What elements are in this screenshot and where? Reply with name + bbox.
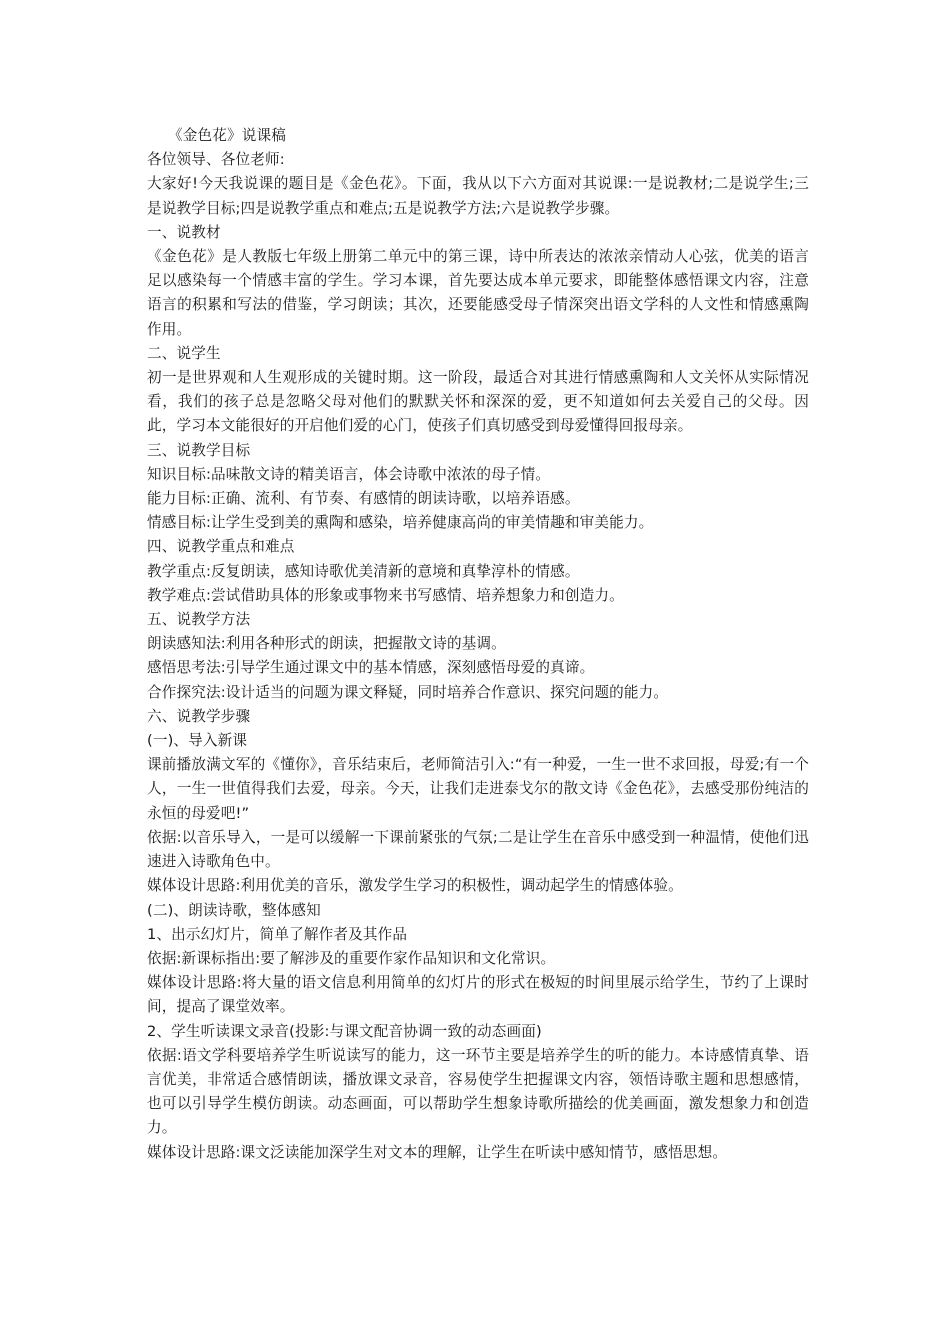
section-heading: 一、说教材 xyxy=(147,223,221,241)
section-heading: 二、说学生 xyxy=(147,344,221,362)
document-title: 《金色花》说课稿 xyxy=(168,127,286,144)
paragraph: 教学难点:尝试借助具体的形象或事物来书写感情、培养想象力和创造力。 xyxy=(147,586,624,604)
paragraph: 课前播放满文军的《懂你》，音乐结束后，老师简洁引入:“有一种爱，一生一世不求回报，母爱;有一个人，一生一世值得我们去爱，母亲。今天，让我们走进泰戈尔的散文诗《金色花》，去感受那份纯洁的永恒的母爱吧!” xyxy=(147,756,809,822)
paragraph-greeting: 各位领导、各位老师: xyxy=(147,151,285,169)
paragraph: 《金色花》是人教版七年级上册第二单元中的第三课，诗中所表达的浓浓亲情动人心弦，优美的语言足以感染每一个情感丰富的学生。学习本课，首先要达成本单元要求，即能整体感悟课文内容，注意语言的积累和写法的借鉴，学习朗读；其次，还要能感受母子情深突出语文学科的人文性和情感熏陶作用。 xyxy=(147,248,809,338)
document-body xyxy=(147,124,809,1165)
paragraph: 依据:新课标指出:要了解涉及的重要作家作品知识和文化常识。 xyxy=(147,949,556,967)
paragraph: 教学重点:反复朗读，感知诗歌优美清新的意境和真挚淳朴的情感。 xyxy=(147,562,580,580)
paragraph: 媒体设计思路:课文泛读能加深学生对文本的理解，让学生在听读中感知情节，感悟思想。 xyxy=(147,1143,728,1161)
paragraph: 合作探究法:设计适当的问题为课文释疑，同时培养合作意识、探究问题的能力。 xyxy=(147,683,669,701)
section-heading: 三、说教学目标 xyxy=(147,441,251,459)
paragraph-intro: 大家好!今天我说课的题目是《金色花》。下面，我从以下六方面对其说课:一是说教材;二是说学生;三是说教学目标;四是说教学重点和难点;五是说教学方法;六是说教学步骤。 xyxy=(147,175,809,217)
paragraph: 2、学生听读课文录音(投影:与课文配音协调一致的动态画面) xyxy=(147,1022,542,1040)
paragraph: 1、出示幻灯片，简单了解作者及其作品 xyxy=(147,925,408,943)
paragraph: 知识目标:品味散文诗的精美语言，体会诗歌中浓浓的母子情。 xyxy=(147,465,551,483)
subsection-heading: (一)、导入新课 xyxy=(147,732,248,750)
paragraph: 初一是世界观和人生观形成的关键时期。这一阶段，最适合对其进行情感熏陶和人文关怀从实际情况看，我们的孩子总是忽略父母对他们的默默关怀和深深的爱，更不知道如何去关爱自己的父母。因此，学习本文能很好的开启他们爱的心门，使孩子们真切感受到母爱懂得回报母亲。 xyxy=(147,369,809,435)
section-heading: 四、说教学重点和难点 xyxy=(147,538,295,556)
paragraph: 媒体设计思路:将大量的语文信息利用简单的幻灯片的形式在极短的时间里展示给学生，节约了上课时间，提高了课堂效率。 xyxy=(147,974,809,1016)
paragraph: 朗读感知法:利用各种形式的朗读，把握散文诗的基调。 xyxy=(147,635,506,653)
section-heading: 五、说教学方法 xyxy=(147,611,251,629)
paragraph: 情感目标:让学生受到美的熏陶和感染，培养健康高尚的审美情趣和审美能力。 xyxy=(147,514,654,532)
paragraph: 能力目标:正确、流利、有节奏、有感情的朗读诗歌，以培养语感。 xyxy=(147,490,580,508)
subsection-heading: (二)、朗读诗歌，整体感知 xyxy=(147,901,321,919)
paragraph: 媒体设计思路:利用优美的音乐，激发学生学习的积极性，调动起学生的情感体验。 xyxy=(147,877,683,895)
paragraph: 感悟思考法:引导学生通过课文中的基本情感，深刻感悟母爱的真谛。 xyxy=(147,659,595,677)
paragraph: 依据:语文学科要培养学生听说读写的能力，这一环节主要是培养学生的听的能力。本诗感情真挚、语言优美，非常适合感情朗读，播放课文录音，容易使学生把握课文内容，领悟诗歌主题和思想感情，也可以引导学生模仿朗读。动态画面，可以帮助学生想象诗歌所描绘的优美画面，激发想象力和创造力。 xyxy=(147,1046,809,1137)
paragraph: 依据:以音乐导入，一是可以缓解一下课前紧张的气氛;二是让学生在音乐中感受到一种温情，使他们迅速进入诗歌角色中。 xyxy=(147,828,809,871)
section-heading: 六、说教学步骤 xyxy=(147,707,251,725)
